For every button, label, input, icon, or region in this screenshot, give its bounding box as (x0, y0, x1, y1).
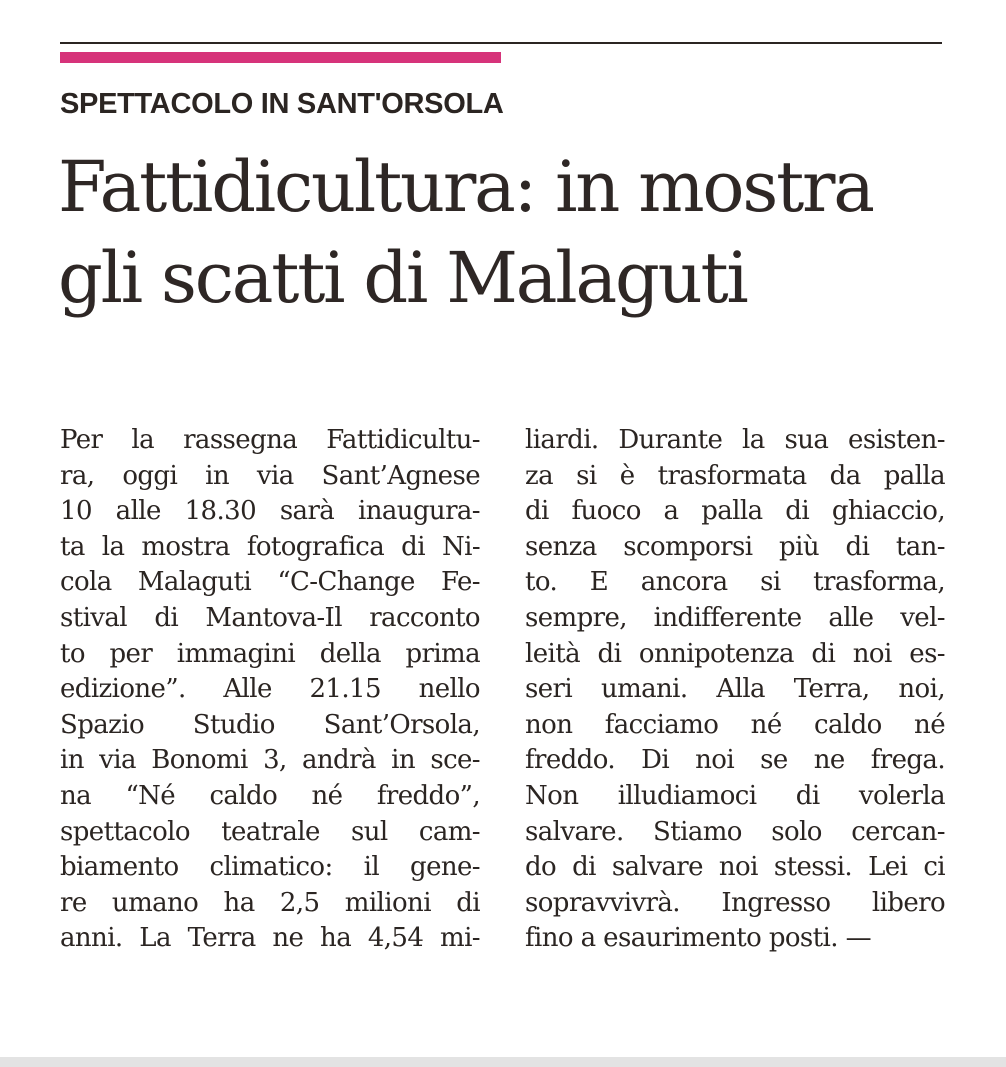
body-line: do di salvare noi stessi. Lei ci (525, 852, 945, 883)
body-line: to. E ancora si trasforma, (525, 567, 945, 598)
body-line: Spazio Studio Sant’Orsola, (60, 709, 480, 740)
body-line: leità di onnipotenza di noi es- (525, 638, 945, 669)
article-headline (58, 142, 873, 324)
body-line: non facciamo né caldo né (525, 709, 945, 740)
article-column-left (60, 423, 480, 957)
body-line: fino a esaurimento posti. — (525, 923, 871, 954)
headline-line-2: gli scatti di Malaguti (58, 237, 747, 319)
body-line: salvare. Stiamo solo cercan- (525, 816, 945, 847)
body-line: ra, oggi in via Sant’Agnese (60, 460, 480, 491)
body-line: 10 alle 18.30 sarà inaugura- (60, 496, 480, 527)
article-column-right (525, 423, 945, 957)
body-line: in via Bonomi 3, andrà in sce- (60, 745, 480, 776)
section-accent-bar (60, 52, 501, 63)
body-line: Non illudiamoci di volerla (525, 780, 945, 811)
body-line: anni. La Terra ne ha 4,54 mi- (60, 923, 480, 954)
body-line: cola Malaguti “C-Change Fe- (60, 567, 480, 598)
body-line: sopravvivrà. Ingresso libero (525, 887, 945, 918)
page-bottom-band (0, 1057, 1006, 1067)
body-line: liardi. Durante la sua esisten- (525, 425, 945, 455)
body-line: Per la rassegna Fattidicultu- (60, 425, 480, 455)
body-line: freddo. Di noi se ne frega. (525, 745, 945, 776)
body-line: to per immagini della prima (60, 638, 480, 669)
body-line: edizione”. Alle 21.15 nello (60, 674, 480, 705)
headline-line-1: Fattidicultura: in mostra (58, 146, 873, 228)
body-line: na “Né caldo né freddo”, (60, 780, 480, 811)
article-kicker: SPETTACOLO IN SANT'ORSOLA (60, 88, 504, 120)
body-line: di fuoco a palla di ghiaccio, (525, 496, 945, 527)
body-line: sempre, indifferente alle vel- (525, 602, 945, 633)
body-line: ta la mostra fotografica di Ni- (60, 531, 480, 562)
body-line: seri umani. Alla Terra, noi, (525, 674, 945, 705)
body-line: spettacolo teatrale sul cam- (60, 816, 480, 847)
body-line: senza scomporsi più di tan- (525, 531, 945, 562)
body-line: za si è trasformata da palla (525, 460, 945, 491)
body-line: stival di Mantova-Il racconto (60, 602, 480, 633)
body-line: biamento climatico: il gene- (60, 852, 480, 883)
top-rule (60, 42, 942, 44)
body-line: re umano ha 2,5 milioni di (60, 887, 480, 918)
